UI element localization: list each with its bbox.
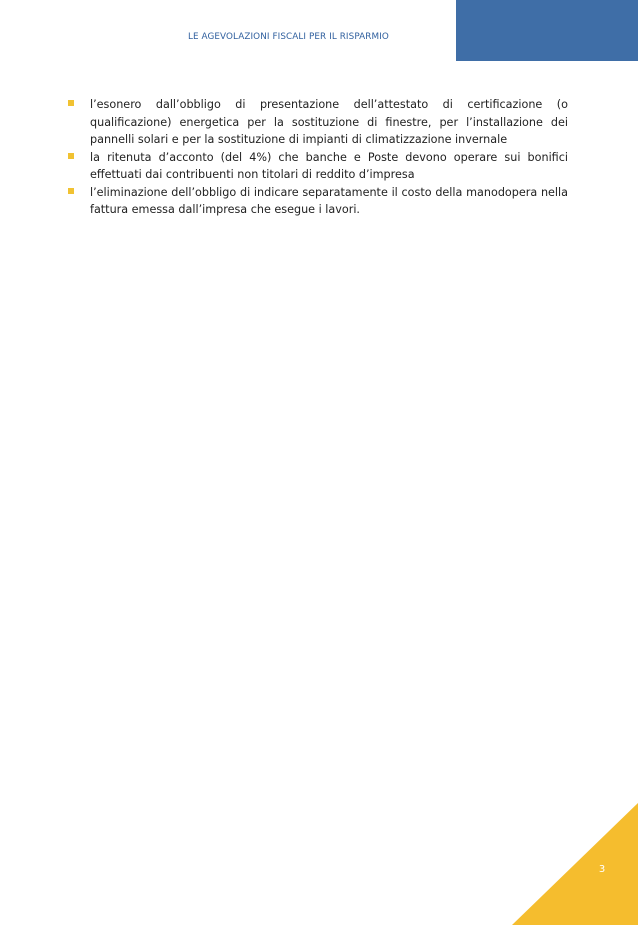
list-item-text: la ritenuta d’acconto (del 4%) che banche e Poste devono operare sui bonifici effettuati dai contribuenti non titolari di reddito d’impresa <box>90 150 568 181</box>
header-accent-block <box>456 0 638 61</box>
list-item-text: l’esonero dall’obbligo di presentazione dell’attestato di certificazione (o qualificazione) energetica per la sostituzione di finestre, per l’installazione dei pannelli solari e per la sostituzione di impianti di climatizzazione invernale <box>90 98 568 146</box>
square-bullet-icon <box>68 188 74 194</box>
list-item <box>90 184 568 219</box>
running-header <box>0 32 638 42</box>
square-bullet-icon <box>68 100 74 106</box>
list-item <box>90 96 568 149</box>
running-header-part2: ENERGETICO <box>391 32 451 42</box>
square-bullet-icon <box>68 153 74 159</box>
running-header-part1: LE AGEVOLAZIONI FISCALI PER IL RISPARMIO <box>187 32 389 42</box>
bullet-list <box>90 96 568 219</box>
corner-triangle-decoration <box>512 803 638 925</box>
page-number: 3 <box>598 864 606 875</box>
main-content <box>90 96 568 219</box>
list-item-text: l’eliminazione dell’obbligo di indicare separatamente il costo della manodopera nella fattura emessa dall’impresa che esegue i lavori. <box>90 185 568 216</box>
list-item <box>90 149 568 184</box>
